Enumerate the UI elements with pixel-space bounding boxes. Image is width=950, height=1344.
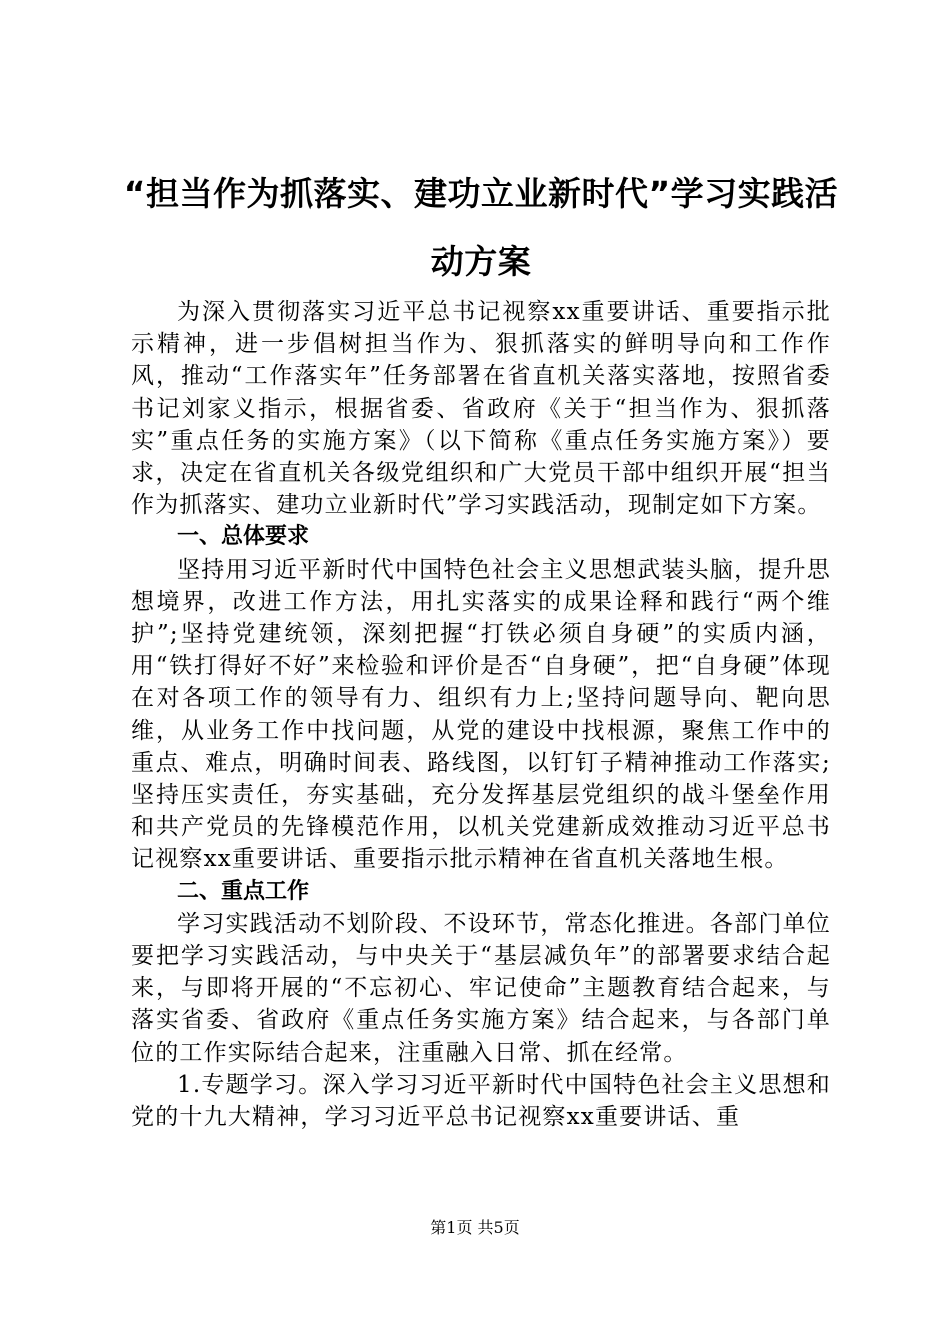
intro-paragraph: 为深入贯彻落实习近平总书记视察xx重要讲话、重要指示批示精神，进一步倡树担当作为、狠抓落实的鲜明导向和工作作风，推动“工作落实年”任务部署在省直机关落实落地，按照省委书记刘家义指示，根据省委、省政府《关于“担当作为、狠抓落实”重点任务的实施方案》（以下简称《重点任务实施方案》）要求，决定在省直机关各级党组织和广大党员干部中组织开展“担当作为抓落实、建功立业新时代”学习实践活动，现制定如下方案。 xyxy=(131,299,831,519)
section-heading-2: 二、重点工作 xyxy=(177,878,310,904)
section-heading-1: 一、总体要求 xyxy=(177,524,310,550)
document-title: “担当作为抓落实、建功立业新时代”学习实践活动方案 xyxy=(123,174,839,281)
section-body-2: 学习实践活动不划阶段、不设环节，常态化推进。各部门单位要把学习实践活动，与中央关于“基层减负年”的部署要求结合起来，与即将开展的“不忘初心、牢记使命”主题教育结合起来，与落实省委、省政府《重点任务实施方案》结合起来，与各部门单位的工作实际结合起来，注重融入日常、抓在经常。 xyxy=(131,910,831,1066)
document-page xyxy=(123,160,839,1133)
list-item-1: 1.专题学习。深入学习习近平新时代中国特色社会主义思想和党的十九大精神，学习习近平总书记视察xx重要讲话、重 xyxy=(131,1071,831,1131)
page-footer: 第1页 共5页 xyxy=(430,1218,520,1237)
section-body-1: 坚持用习近平新时代中国特色社会主义思想武装头脑，提升思想境界，改进工作方法，用扎实落实的成果诠释和践行“两个维护”;坚持党建统领，深刻把握“打铁必须自身硬”的实质内涵，用“铁打得好不好”来检验和评价是否“自身硬”，把“自身硬”体现在对各项工作的领导有力、组织有力上;坚持问题导向、靶向思维，从业务工作中找问题，从党的建设中找根源，聚焦工作中的重点、难点，明确时间表、路线图，以钉钉子精神推动工作落实;坚持压实责任，夯实基础，充分发挥基层党组织的战斗堡垒作用和共产党员的先锋模范作用，以机关党建新成效推动习近平总书记视察xx重要讲话、重要指示批示精神在省直机关落地生根。 xyxy=(131,556,831,873)
